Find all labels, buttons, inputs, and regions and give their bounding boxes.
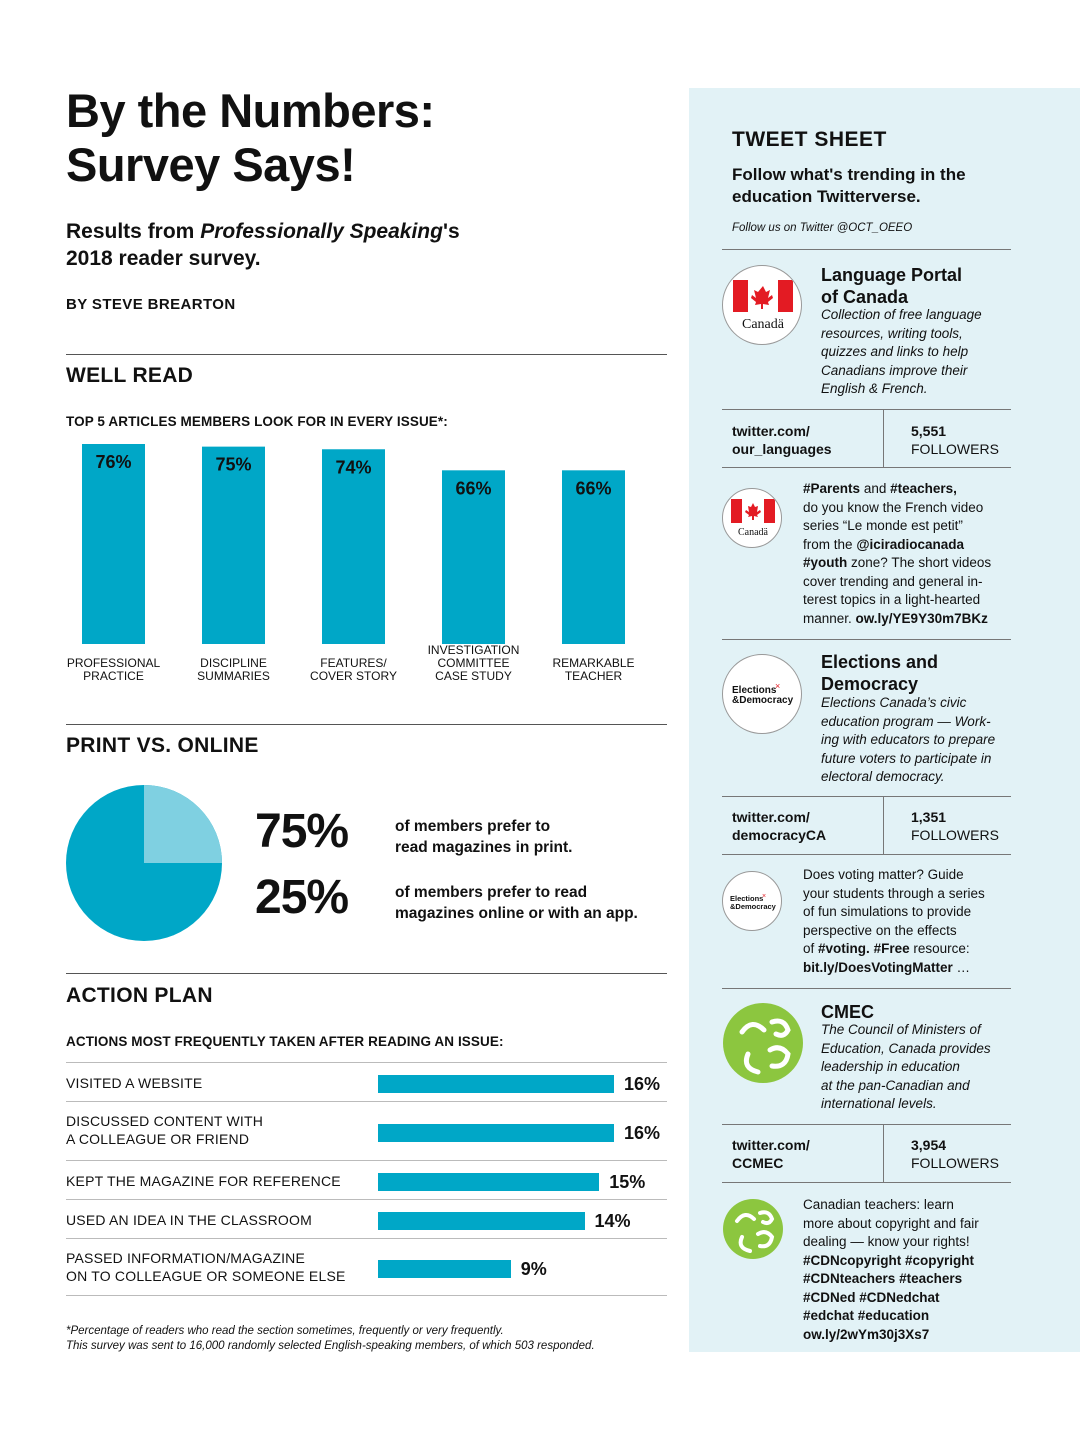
section-heading-well-read: WELL READ [66, 364, 194, 387]
handle-line-1: twitter.com/ [732, 423, 810, 439]
action-label [66, 1074, 202, 1092]
tweet-line: bit.ly/DoesVotingMatter … [803, 959, 971, 975]
hashtag-link[interactable]: #teachers [899, 1271, 963, 1286]
tweet-sheet-subtitle [732, 164, 1022, 208]
org-desc-line: Education, Canada provides [821, 1040, 991, 1056]
mention-link[interactable]: @iciradiocanada [856, 536, 965, 552]
action-row [66, 1200, 667, 1239]
follower-label: FOLLOWERS [911, 1155, 999, 1171]
divider [722, 409, 1011, 410]
action-label-line-1: USED AN IDEA IN THE CLASSROOM [66, 1212, 312, 1228]
logo-text-2: &Democracy [730, 902, 776, 911]
subtitle-italic: Professionally Speaking [200, 220, 443, 243]
action-label [66, 1211, 312, 1229]
category-label: PRACTICE [83, 669, 144, 683]
tweet-line: terest topics in a light-hearted [803, 592, 981, 607]
tweet-line: do you know the French video [803, 499, 984, 515]
tweet-line: Does voting matter? Guide [803, 867, 964, 882]
tweet-line: dealing — know your rights! [803, 1234, 970, 1249]
url-link[interactable]: bit.ly/DoesVotingMatter [803, 959, 953, 975]
org-name-elections-democracy [821, 651, 938, 695]
divider [66, 973, 667, 974]
follower-number: 3,954 [911, 1137, 947, 1153]
section-heading-print-online: PRINT VS. ONLINE [66, 734, 259, 757]
action-label [66, 1172, 341, 1190]
tweet-sub-line-1: Follow what's trending in the [732, 165, 966, 184]
divider [883, 1124, 884, 1182]
canada-logo-small [722, 488, 782, 548]
follow-us-text: Follow us on Twitter @OCT_OEEO [732, 222, 913, 234]
canada-logo [722, 265, 802, 345]
tweet-sheet-title: TWEET SHEET [732, 128, 887, 151]
category-label: SUMMARIES [197, 669, 270, 683]
org-desc-line: future voters to participate in [821, 750, 992, 766]
category-label: FEATURES/ [320, 656, 387, 670]
action-value-label: 16% [624, 1073, 661, 1094]
logo-text-1: Elections [732, 685, 777, 696]
action-label-line-1: KEPT THE MAGAZINE FOR REFERENCE [66, 1173, 341, 1189]
pie-slice-online [144, 785, 222, 863]
tweet-line [803, 1326, 1018, 1345]
hashtag-link[interactable]: #edchat [803, 1308, 855, 1323]
tweet-line: perspective on the effects [803, 922, 957, 938]
follower-number: 1,351 [911, 809, 947, 825]
bar [82, 444, 145, 644]
bar-value-label: 75% [215, 454, 252, 475]
action-label-line-2: ON TO COLLEAGUE OR SOMEONE ELSE [66, 1268, 346, 1284]
hashtag-link[interactable]: #copyright [905, 1252, 975, 1268]
handle-line-1: twitter.com/ [732, 809, 810, 825]
org-desc-line: at the pan-Canadian and [821, 1077, 970, 1093]
tweet-line [803, 1289, 1018, 1308]
cmec-icon [722, 1198, 784, 1260]
action-row [66, 1102, 667, 1161]
action-plan-caption: ACTIONS MOST FREQUENTLY TAKEN AFTER READING AN ISSUE: [66, 1034, 504, 1049]
hashtag-link[interactable]: #voting. [818, 941, 870, 956]
hashtag-link[interactable]: #teachers, [890, 481, 957, 496]
category-label: DISCIPLINE [200, 656, 267, 670]
org-desc-line: electoral democracy. [821, 769, 945, 784]
print-percentage: 75% [255, 805, 349, 858]
byline: BY STEVE BREARTON [66, 296, 236, 313]
logo-star-icon: × [775, 681, 781, 691]
divider [722, 639, 1011, 640]
pie-chart [64, 783, 224, 943]
divider [722, 1124, 1011, 1125]
tweet-line: your students through a series [803, 885, 985, 901]
elections-democracy-logo-small [722, 871, 782, 931]
online-desc-line-1: of members prefer to read [395, 884, 588, 901]
title-line-2: Survey Says! [66, 138, 356, 191]
org-name-cmec: CMEC [821, 1002, 874, 1022]
subtitle-line-2: 2018 reader survey. [66, 247, 261, 270]
tweet-line [803, 1307, 1018, 1326]
divider [66, 724, 667, 725]
online-desc-line-2: magazines online or with an app. [395, 905, 638, 922]
url-link[interactable]: ow.ly/YE9Y30m7BKz [855, 610, 988, 626]
twitter-handle-link[interactable] [732, 808, 826, 844]
org-desc-line: The Council of Ministers of [821, 1022, 981, 1037]
logo-text-1: Elections [730, 894, 764, 903]
org-name-language-portal [821, 264, 962, 308]
follower-label: FOLLOWERS [911, 827, 999, 843]
action-label [66, 1249, 346, 1285]
org-name-line-2: Democracy [821, 674, 919, 694]
category-label: CASE STUDY [435, 669, 512, 683]
follower-number: 5,551 [911, 423, 947, 439]
category-label: REMARKABLE [552, 656, 635, 670]
action-value-label: 16% [624, 1122, 661, 1143]
canada-wordmark: Canadä [738, 527, 768, 538]
bar-value-label: 66% [455, 478, 492, 499]
follower-label: FOLLOWERS [911, 441, 999, 457]
action-label-line-2: A COLLEAGUE OR FRIEND [66, 1131, 250, 1147]
handle-line-1: twitter.com/ [732, 1137, 810, 1153]
cmec-icon [722, 1002, 804, 1084]
org-desc-line: education program — Work- [821, 713, 991, 729]
footnote-line-2: This survey was sent to 16,000 randomly selected English-speaking members, of which 503 responded. [66, 1340, 595, 1352]
hashtag-link[interactable]: #CDNedchat [859, 1289, 940, 1305]
cmec-logo [722, 1002, 804, 1084]
hashtag-link[interactable]: #CDNcopyright [803, 1252, 902, 1268]
footnote [66, 1324, 676, 1354]
org-desc-line: leadership in education [821, 1059, 960, 1074]
divider [883, 796, 884, 854]
action-bar [378, 1075, 614, 1093]
org-desc-line: English & French. [821, 381, 928, 396]
org-name-line-1: Language Portal [821, 265, 963, 285]
tweet-line: more about copyright and fair [803, 1215, 979, 1231]
category-label: INVESTIGATION [427, 643, 520, 657]
follower-count [911, 422, 999, 458]
subtitle-post: 's [442, 220, 460, 243]
logo-star-icon: × [762, 893, 767, 900]
divider [722, 796, 1011, 797]
bar-value-label: 76% [95, 452, 132, 472]
handle-line-2: democracyCA [732, 827, 827, 843]
follower-count [911, 1136, 999, 1172]
org-desc-line: quizzes and links to help [821, 344, 969, 359]
bar-value-label: 66% [575, 478, 612, 499]
org-description [821, 694, 1021, 787]
twitter-handle-link[interactable] [732, 422, 832, 458]
bar-chart [60, 436, 670, 706]
twitter-handle-link[interactable] [732, 1136, 810, 1172]
online-description [395, 882, 675, 924]
subtitle [66, 218, 546, 272]
org-desc-line: resources, writing tools, [821, 325, 963, 341]
tweet-text [803, 1196, 1018, 1344]
org-name-line-2: of Canada [821, 287, 909, 307]
action-row [66, 1161, 667, 1200]
category-label: COVER STORY [310, 669, 397, 683]
print-desc-line-1: of members prefer to [395, 818, 551, 835]
tweet-sub-line-2: education Twitterverse. [732, 187, 921, 206]
org-desc-line: ing with educators to prepare [821, 732, 996, 747]
action-bar [378, 1173, 599, 1191]
tweet-line: of fun simulations to provide [803, 904, 972, 919]
action-bar [378, 1124, 614, 1142]
divider [722, 988, 1011, 989]
print-description [395, 816, 675, 858]
title-line-1: By the Numbers: [66, 84, 435, 137]
hashtag-link[interactable]: #education [857, 1308, 930, 1323]
divider [883, 409, 884, 467]
org-description [821, 1021, 1021, 1114]
hashtag-link[interactable]: #Free [873, 941, 910, 956]
tweet-line: Canadian teachers: learn [803, 1197, 954, 1212]
tweet-text [803, 480, 1018, 628]
section-heading-action-plan: ACTION PLAN [66, 984, 213, 1007]
print-desc-line-2: read magazines in print. [395, 839, 573, 856]
tweet-line: manner. ow.ly/YE9Y30m7BKz [803, 610, 988, 626]
tweet-line: cover trending and general in- [803, 573, 983, 589]
hashtag-link[interactable]: #CDNteachers [803, 1271, 896, 1286]
category-label: COMMITTEE [437, 656, 510, 670]
hashtag-link[interactable]: #youth [803, 555, 848, 570]
subtitle-pre: Results from [66, 220, 201, 243]
org-desc-line: Collection of free language [821, 307, 982, 322]
category-label: PROFESSIONAL [66, 656, 161, 670]
elections-democracy-logo [722, 654, 802, 734]
org-name-line-1: Elections and [821, 652, 939, 672]
handle-line-2: our_languages [732, 441, 832, 457]
canada-flag-icon [723, 489, 782, 548]
action-value-label: 15% [609, 1171, 646, 1192]
elections-democracy-icon [723, 872, 782, 931]
action-bar [378, 1260, 511, 1278]
online-percentage: 25% [255, 871, 349, 924]
hashtag-link[interactable]: #CDNed [803, 1289, 856, 1305]
footnote-line-1: *Percentage of readers who read the section sometimes, frequently or very frequently. [66, 1325, 504, 1337]
handle-line-2: CCMEC [732, 1155, 784, 1171]
category-label: TEACHER [564, 669, 623, 683]
page-title [66, 84, 626, 192]
tweet-line: of #voting. #Free resource: [803, 941, 970, 956]
follower-count [911, 808, 999, 844]
hashtag-link[interactable]: #Parents [803, 481, 861, 496]
action-value-label: 14% [594, 1210, 631, 1231]
logo-text-2: &Democracy [732, 695, 794, 706]
tweet-line: #Parents and #teachers, [803, 481, 957, 496]
action-label-line-1: VISITED A WEBSITE [66, 1075, 203, 1091]
canada-wordmark: Canadä [742, 317, 784, 332]
action-bar [378, 1212, 585, 1230]
bar-value-label: 74% [335, 457, 372, 478]
cmec-logo-small [722, 1198, 784, 1260]
action-label-line-1: PASSED INFORMATION/MAGAZINE [66, 1250, 306, 1266]
divider [722, 467, 1011, 468]
bar [202, 447, 265, 644]
action-label-line-1: DISCUSSED CONTENT WITH [66, 1113, 264, 1129]
bar [322, 449, 385, 644]
canada-flag-icon [723, 266, 802, 345]
tweet-line [803, 1252, 1018, 1271]
divider [722, 1182, 1011, 1183]
elections-democracy-icon [723, 655, 802, 734]
action-row [66, 1239, 667, 1296]
tweet-line [803, 1270, 1018, 1289]
divider [66, 354, 667, 355]
divider [722, 854, 1011, 855]
org-desc-line: international levels. [821, 1096, 937, 1111]
action-row [66, 1063, 667, 1102]
org-desc-line: Elections Canada’s civic [821, 695, 967, 710]
action-label [66, 1112, 263, 1148]
divider [722, 249, 1011, 250]
tweet-text [803, 866, 1018, 977]
chart-caption: TOP 5 ARTICLES MEMBERS LOOK FOR IN EVERY ISSUE*: [66, 414, 448, 429]
url-link[interactable]: ow.ly/2wYm30j3Xs7 [803, 1326, 930, 1342]
action-value-label: 9% [520, 1258, 547, 1279]
tweet-line: series “Le monde est petit” [803, 518, 963, 533]
tweet-line: from the @iciradiocanada [803, 536, 965, 552]
tweet-line: #youth zone? The short videos [803, 555, 992, 570]
org-desc-line: Canadians improve their [821, 362, 968, 378]
org-description [821, 306, 1021, 399]
